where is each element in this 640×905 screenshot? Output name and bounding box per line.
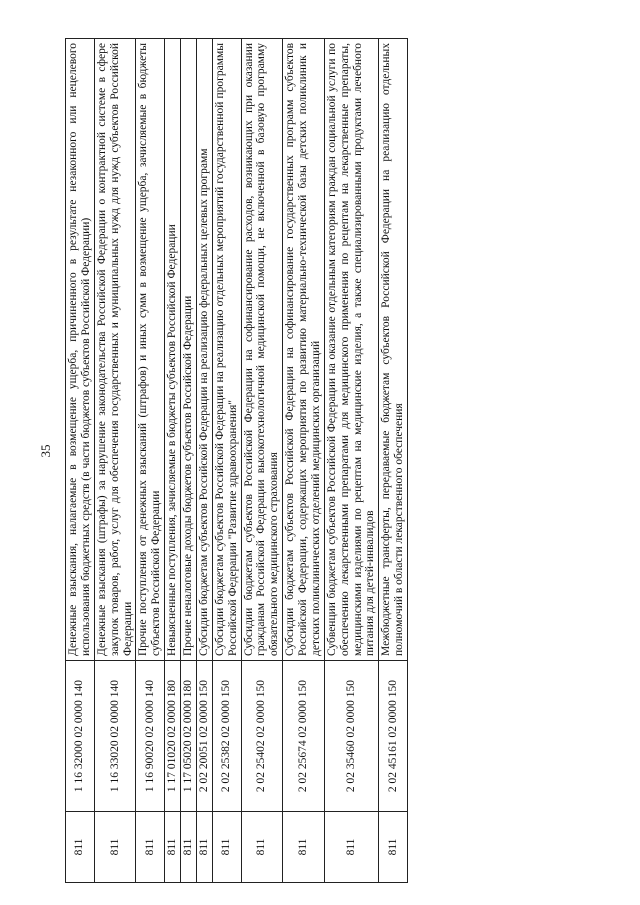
table-row: [165, 39, 181, 883]
revenue-name-cell: Субвенции бюджетам субъектов Российской Федерации на оказание отдельным категориям граждан социальной услуги по обеспечению лекарственными препаратами для медицинского применения по рецептам на лекарственные препараты, медицинскими изделиями по рецептам на медицинские изделия, а также специализированными продуктами лечебного питания для детей-инвалидов: [324, 39, 379, 661]
revenue-name-cell: Субсидии бюджетам субъектов Российской Федерации на реализацию отдельных мероприятий государственной программы Российской Федерации "Развитие здравоохранения": [212, 39, 241, 661]
revenue-codes-table: [65, 38, 408, 883]
admin-code-cell: 811: [136, 812, 165, 883]
kbk-code-cell: 2 02 25402 02 0000 150: [241, 661, 283, 812]
admin-code-cell: 811: [212, 812, 241, 883]
revenue-name-cell: Прочие поступления от денежных взысканий (штрафов) и иных сумм в возмещение ущерба, зачисляемые в бюджеты субъектов Российской Федерации: [136, 39, 165, 661]
admin-code-cell: 811: [94, 812, 136, 883]
revenue-name-cell: Денежные взыскания (штрафы) за нарушение законодательства Российской Федерации о контрактной системе в сфере закупок товаров, работ, услуг для обеспечения государственных и муниципальных нужд для нужд субъектов Российской Федерации: [94, 39, 136, 661]
kbk-code-cell: 2 02 20051 02 0000 150: [196, 661, 212, 812]
admin-code-cell: 811: [283, 812, 325, 883]
admin-code-cell: 811: [241, 812, 283, 883]
kbk-code-cell: 2 02 45161 02 0000 150: [379, 661, 408, 812]
table-body: [66, 39, 408, 883]
kbk-code-cell: 2 02 25674 02 0000 150: [283, 661, 325, 812]
table-row: [94, 39, 136, 883]
table-row: [136, 39, 165, 883]
revenue-name-cell: Прочие неналоговые доходы бюджетов субъектов Российской Федерации: [181, 39, 197, 661]
admin-code-cell: 811: [165, 812, 181, 883]
kbk-code-cell: 1 16 33020 02 0000 140: [94, 661, 136, 812]
kbk-code-cell: 2 02 25382 02 0000 150: [212, 661, 241, 812]
admin-code-cell: 811: [379, 812, 408, 883]
kbk-code-cell: 2 02 35460 02 0000 150: [324, 661, 379, 812]
kbk-code-cell: 1 16 32000 02 0000 140: [66, 661, 95, 812]
table-row: [196, 39, 212, 883]
kbk-code-cell: 1 17 05020 02 0000 180: [181, 661, 197, 812]
revenue-name-cell: Субсидии бюджетам субъектов Российской Федерации на реализацию федеральных целевых программ: [196, 39, 212, 661]
admin-code-cell: 811: [196, 812, 212, 883]
table-row: [66, 39, 95, 883]
admin-code-cell: 811: [66, 812, 95, 883]
page-number: 35: [38, 444, 53, 458]
table-row: [241, 39, 283, 883]
revenue-name-cell: Субсидии бюджетам субъектов Российской Федерации на софинансирование расходов, возникающих при оказании гражданам Российской Федерации высокотехнологичной медицинской помощи, не включенной в базовую программу обязательного медицинского страхования: [241, 39, 283, 661]
rotated-page: [65, 38, 490, 883]
revenue-name-cell: Межбюджетные трансферты, передаваемые бюджетам субъектов Российской Федерации на реализацию отдельных полномочий в области лекарственного обеспечения: [379, 39, 408, 661]
table-row: [283, 39, 325, 883]
revenue-name-cell: Невыясненные поступления, зачисляемые в бюджеты субъектов Российской Федерации: [165, 39, 181, 661]
table-row: [212, 39, 241, 883]
table-row: [181, 39, 197, 883]
admin-code-cell: 811: [181, 812, 197, 883]
kbk-code-cell: 1 17 01020 02 0000 180: [165, 661, 181, 812]
revenue-name-cell: Денежные взыскания, налагаемые в возмещение ущерба, причиненного в результате незаконного или нецелевого использования бюджетных средств (в части бюджетов субъектов Российской Федерации): [66, 39, 95, 661]
admin-code-cell: 811: [324, 812, 379, 883]
table-row: [324, 39, 379, 883]
table-row: [379, 39, 408, 883]
kbk-code-cell: 1 16 90020 02 0000 140: [136, 661, 165, 812]
revenue-name-cell: Субсидии бюджетам субъектов Российской Федерации на софинансирование государственных программ субъектов Российской Федерации, содержащих мероприятия по развитию материально-технической базы детских поликлиник и детских поликлинических отделений медицинских организаций: [283, 39, 325, 661]
